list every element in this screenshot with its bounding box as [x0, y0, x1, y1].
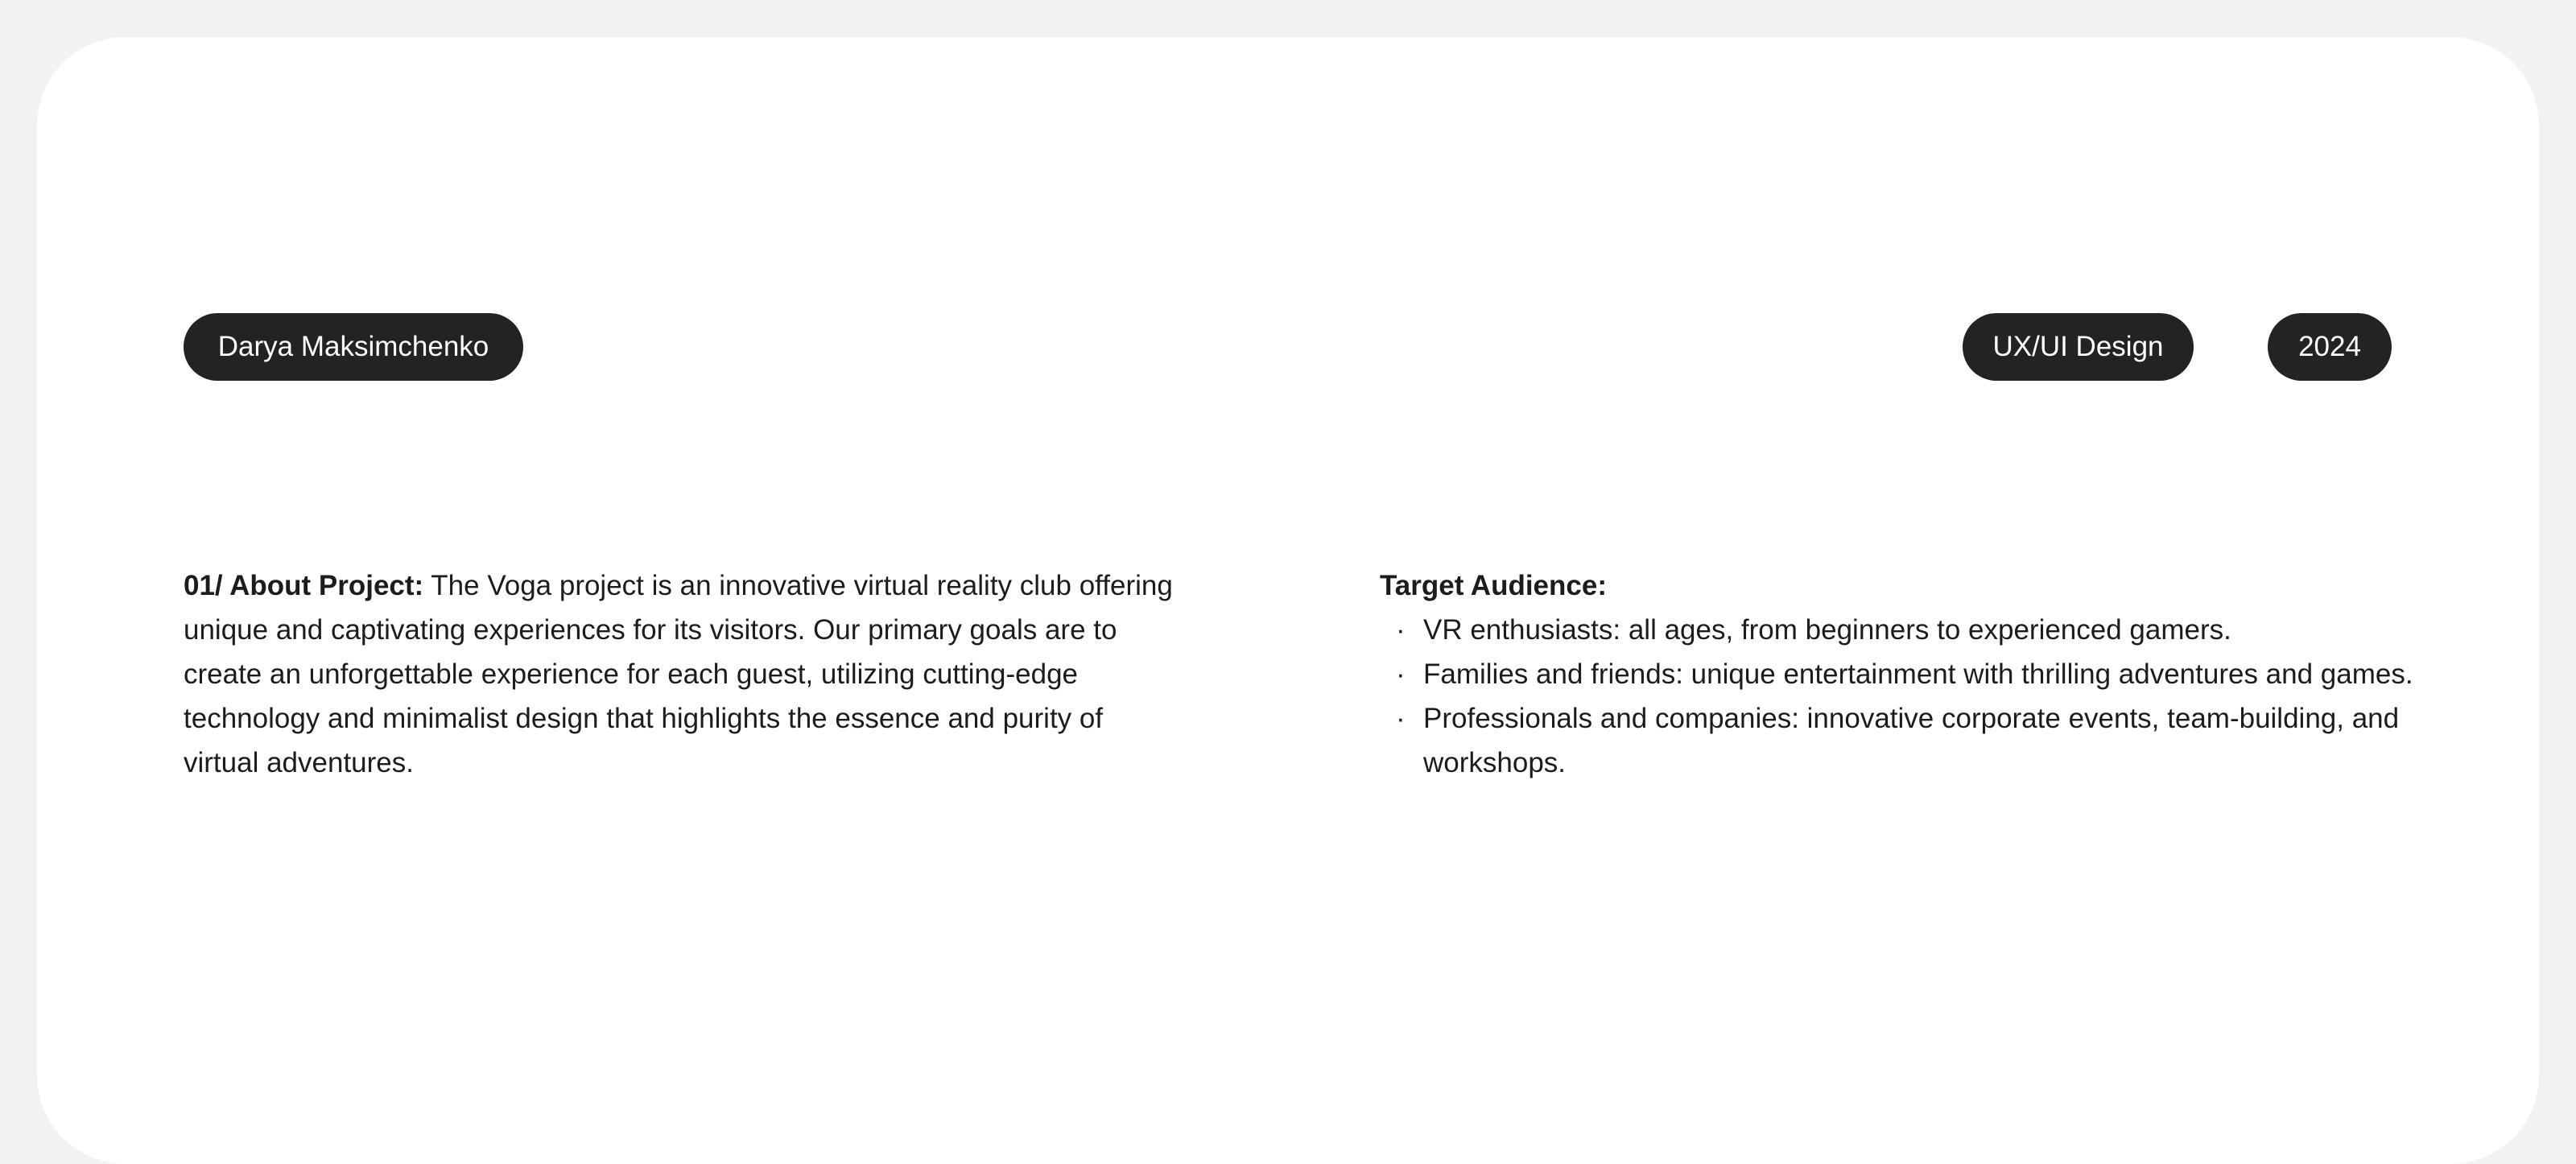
list-item: [1380, 652, 2426, 696]
author-tag: Darya Maksimchenko: [184, 313, 523, 381]
bullet-icon: ·: [1396, 703, 1406, 734]
target-audience-heading: Target Audience:: [1380, 570, 1607, 601]
about-project-heading: 01/ About Project:: [184, 570, 424, 601]
year-tag: 2024: [2268, 313, 2392, 381]
about-project-text: The Voga project is an innovative virtual reality club offering unique and captivating experiences for its visitors. Our primary goals are to create an unforgettable experience for each guest, utilizing cutting-edge technology and minimalist design that highlights the essence and purity of virtual adventures.: [184, 570, 1173, 778]
list-item: [1380, 696, 2426, 785]
about-project-section: [184, 563, 1174, 785]
bullet-icon: ·: [1396, 614, 1406, 646]
bullet-icon: ·: [1396, 658, 1406, 690]
target-audience-section: [1380, 563, 2426, 785]
target-audience-list: [1380, 608, 2426, 785]
list-item: [1380, 608, 2426, 652]
audience-item-text: Families and friends: unique entertainment with thrilling adventures and games.: [1423, 658, 2413, 690]
audience-item-text: Professionals and companies: innovative corporate events, team-building, and workshops.: [1423, 703, 2400, 778]
discipline-tag: UX/UI Design: [1963, 313, 2194, 381]
audience-item-text: VR enthusiasts: all ages, from beginners to experienced gamers.: [1423, 614, 2231, 646]
